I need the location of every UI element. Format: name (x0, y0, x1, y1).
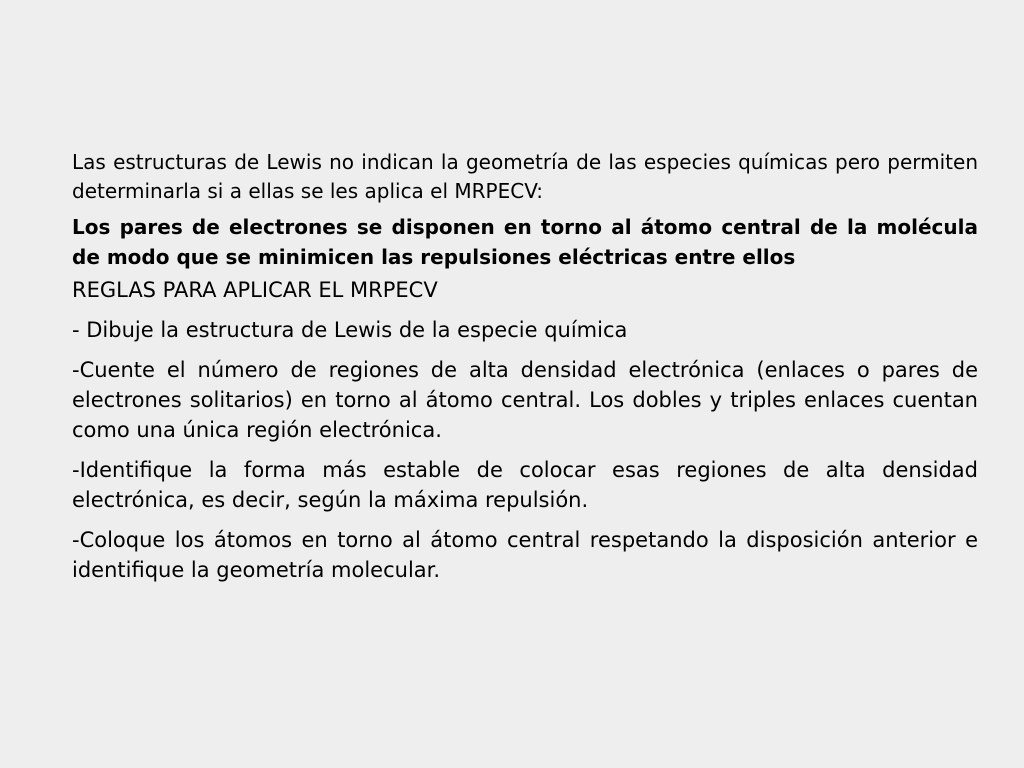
rule-item-2: -Cuente el número de regiones de alta densidad electrónica (enlaces o pares de electrones solitarios) en torno al átomo central. Los dobles y triples enlaces cuentan como una única región electrónica. (72, 358, 978, 442)
rules-heading: REGLAS PARA APLICAR EL MRPECV (72, 278, 438, 302)
slide-content (72, 148, 978, 585)
rule-item-1: - Dibuje la estructura de Lewis de la especie química (72, 318, 628, 342)
principle-paragraph: Los pares de electrones se disponen en torno al átomo central de la molécula de modo que se minimicen las repulsiones eléctricas entre ellos (72, 215, 978, 269)
rule-item-4: -Coloque los átomos en torno al átomo central respetando la disposición anterior e identifique la geometría molecular. (72, 528, 978, 582)
rule-item-3: -Identifique la forma más estable de colocar esas regiones de alta densidad electrónica, es decir, según la máxima repulsión. (72, 458, 978, 512)
intro-paragraph: Las estructuras de Lewis no indican la geometría de las especies químicas pero permiten determinarla si a ellas se les aplica el MRPECV: (72, 150, 978, 203)
